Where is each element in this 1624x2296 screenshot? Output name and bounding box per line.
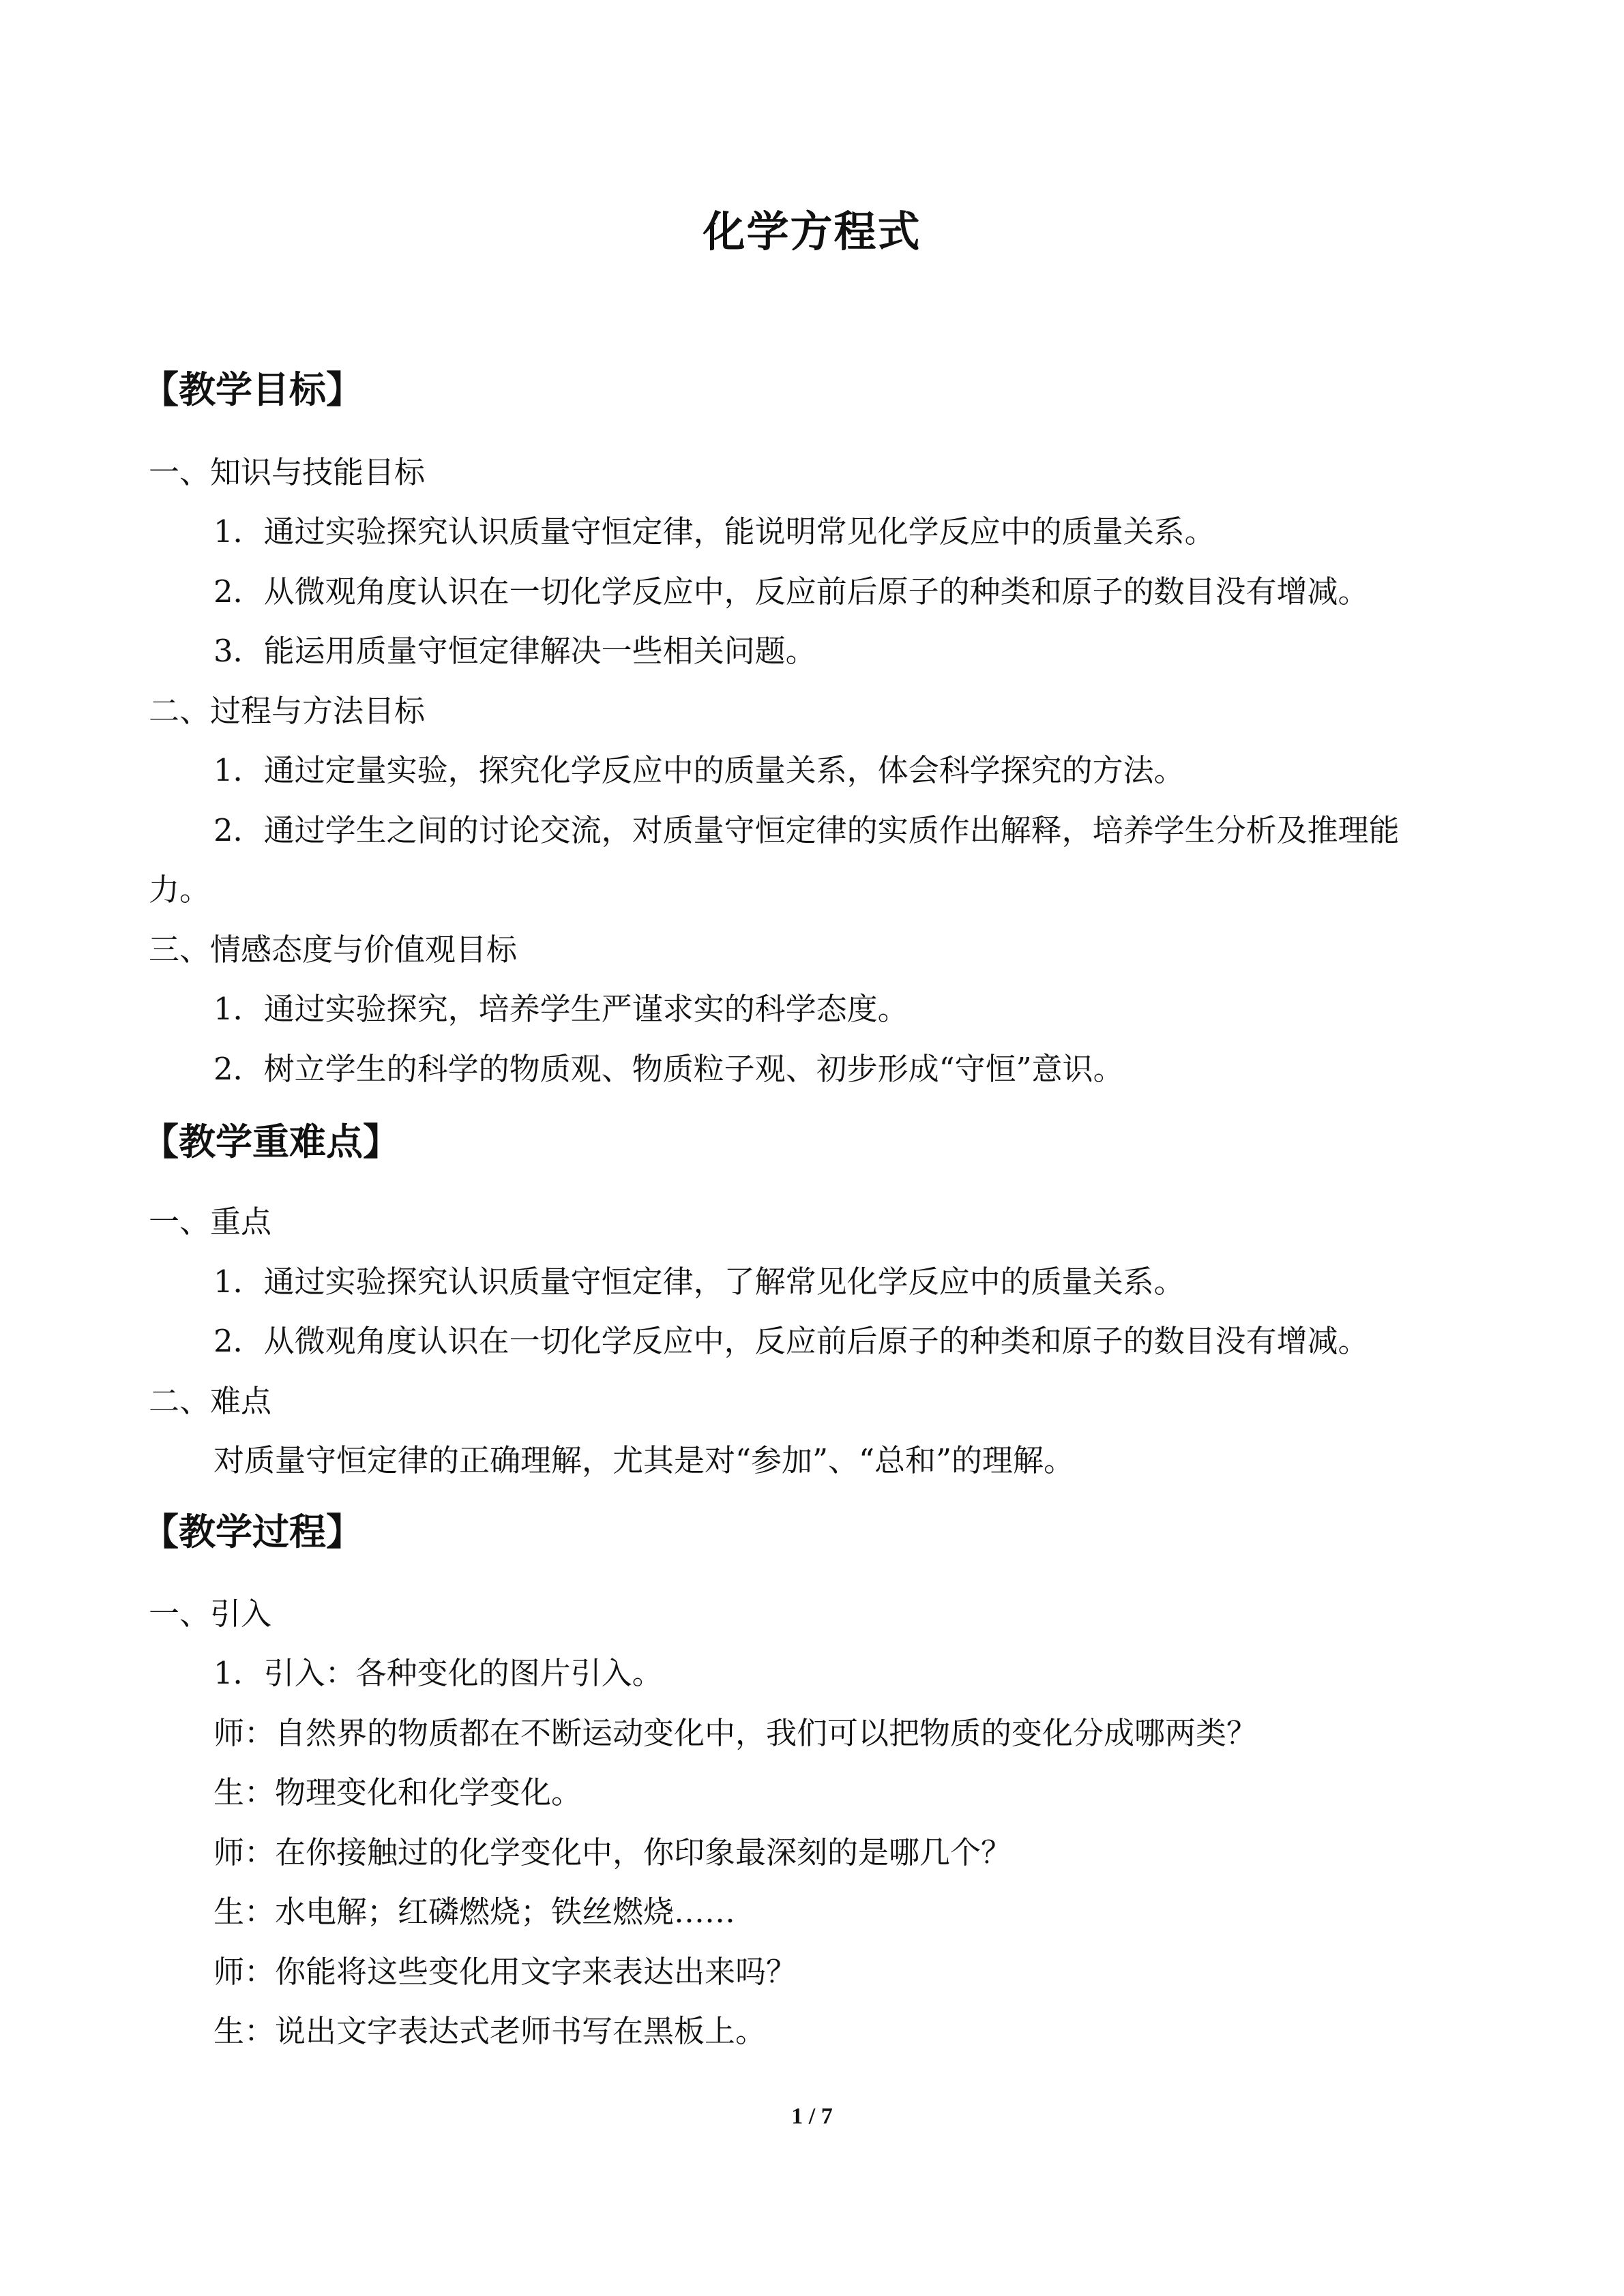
list-item: 1．通过实验探究认识质量守恒定律，了解常见化学反应中的质量关系。 <box>213 1264 1185 1300</box>
list-item-continuation: 力。 <box>149 871 211 908</box>
dialogue-line: 师：在你接触过的化学变化中，你印象最深刻的是哪几个？ <box>213 1834 1012 1870</box>
subheading-key-points: 一、重点 <box>149 1204 272 1240</box>
section-heading-process: 【教学过程】 <box>142 1510 363 1553</box>
subheading-difficulties: 二、难点 <box>149 1383 272 1419</box>
page-number: 1 / 7 <box>791 2104 833 2129</box>
list-item: 1．通过定量实验，探究化学反应中的质量关系，体会科学探究的方法。 <box>213 752 1185 788</box>
section-heading-key-points: 【教学重难点】 <box>142 1120 400 1163</box>
list-item: 对质量守恒定律的正确理解，尤其是对“参加”、“总和”的理解。 <box>213 1442 1075 1478</box>
subheading-introduction: 一、引入 <box>149 1596 272 1632</box>
subheading-knowledge-skills: 一、知识与技能目标 <box>149 454 426 490</box>
dialogue-line: 生：物理变化和化学变化。 <box>213 1774 582 1810</box>
dialogue-line: 师：自然界的物质都在不断运动变化中，我们可以把物质的变化分成哪两类？ <box>213 1715 1258 1751</box>
list-item: 2．树立学生的科学的物质观、物质粒子观、初步形成“守恒”意识。 <box>213 1051 1124 1087</box>
list-item: 3．能运用质量守恒定律解决一些相关问题。 <box>213 633 816 669</box>
subheading-emotion-values: 三、情感态度与价值观目标 <box>149 931 518 968</box>
list-item: 1．通过实验探究认识质量守恒定律，能说明常见化学反应中的质量关系。 <box>213 513 1215 550</box>
dialogue-line: 生：说出文字表达式老师书写在黑板上。 <box>213 2013 767 2049</box>
document-title: 化学方程式 <box>703 207 921 256</box>
dialogue-line: 生：水电解；红磷燃烧；铁丝燃烧…… <box>213 1894 736 1930</box>
list-item: 1．通过实验探究，培养学生严谨求实的科学态度。 <box>213 991 909 1027</box>
subheading-process-methods: 二、过程与方法目标 <box>149 693 426 729</box>
list-item: 2．从微观角度认识在一切化学反应中，反应前后原子的种类和原子的数目没有增减。 <box>213 1323 1369 1359</box>
section-heading-objectives: 【教学目标】 <box>142 368 363 411</box>
dialogue-line: 师：你能将这些变化用文字来表达出来吗？ <box>213 1954 797 1990</box>
list-item: 2．从微观角度认识在一切化学反应中，反应前后原子的种类和原子的数目没有增减。 <box>213 573 1369 610</box>
list-item: 1．引入：各种变化的图片引入。 <box>213 1655 663 1691</box>
list-item: 2．通过学生之间的讨论交流，对质量守恒定律的实质作出解释，培养学生分析及推理能 <box>213 812 1400 848</box>
